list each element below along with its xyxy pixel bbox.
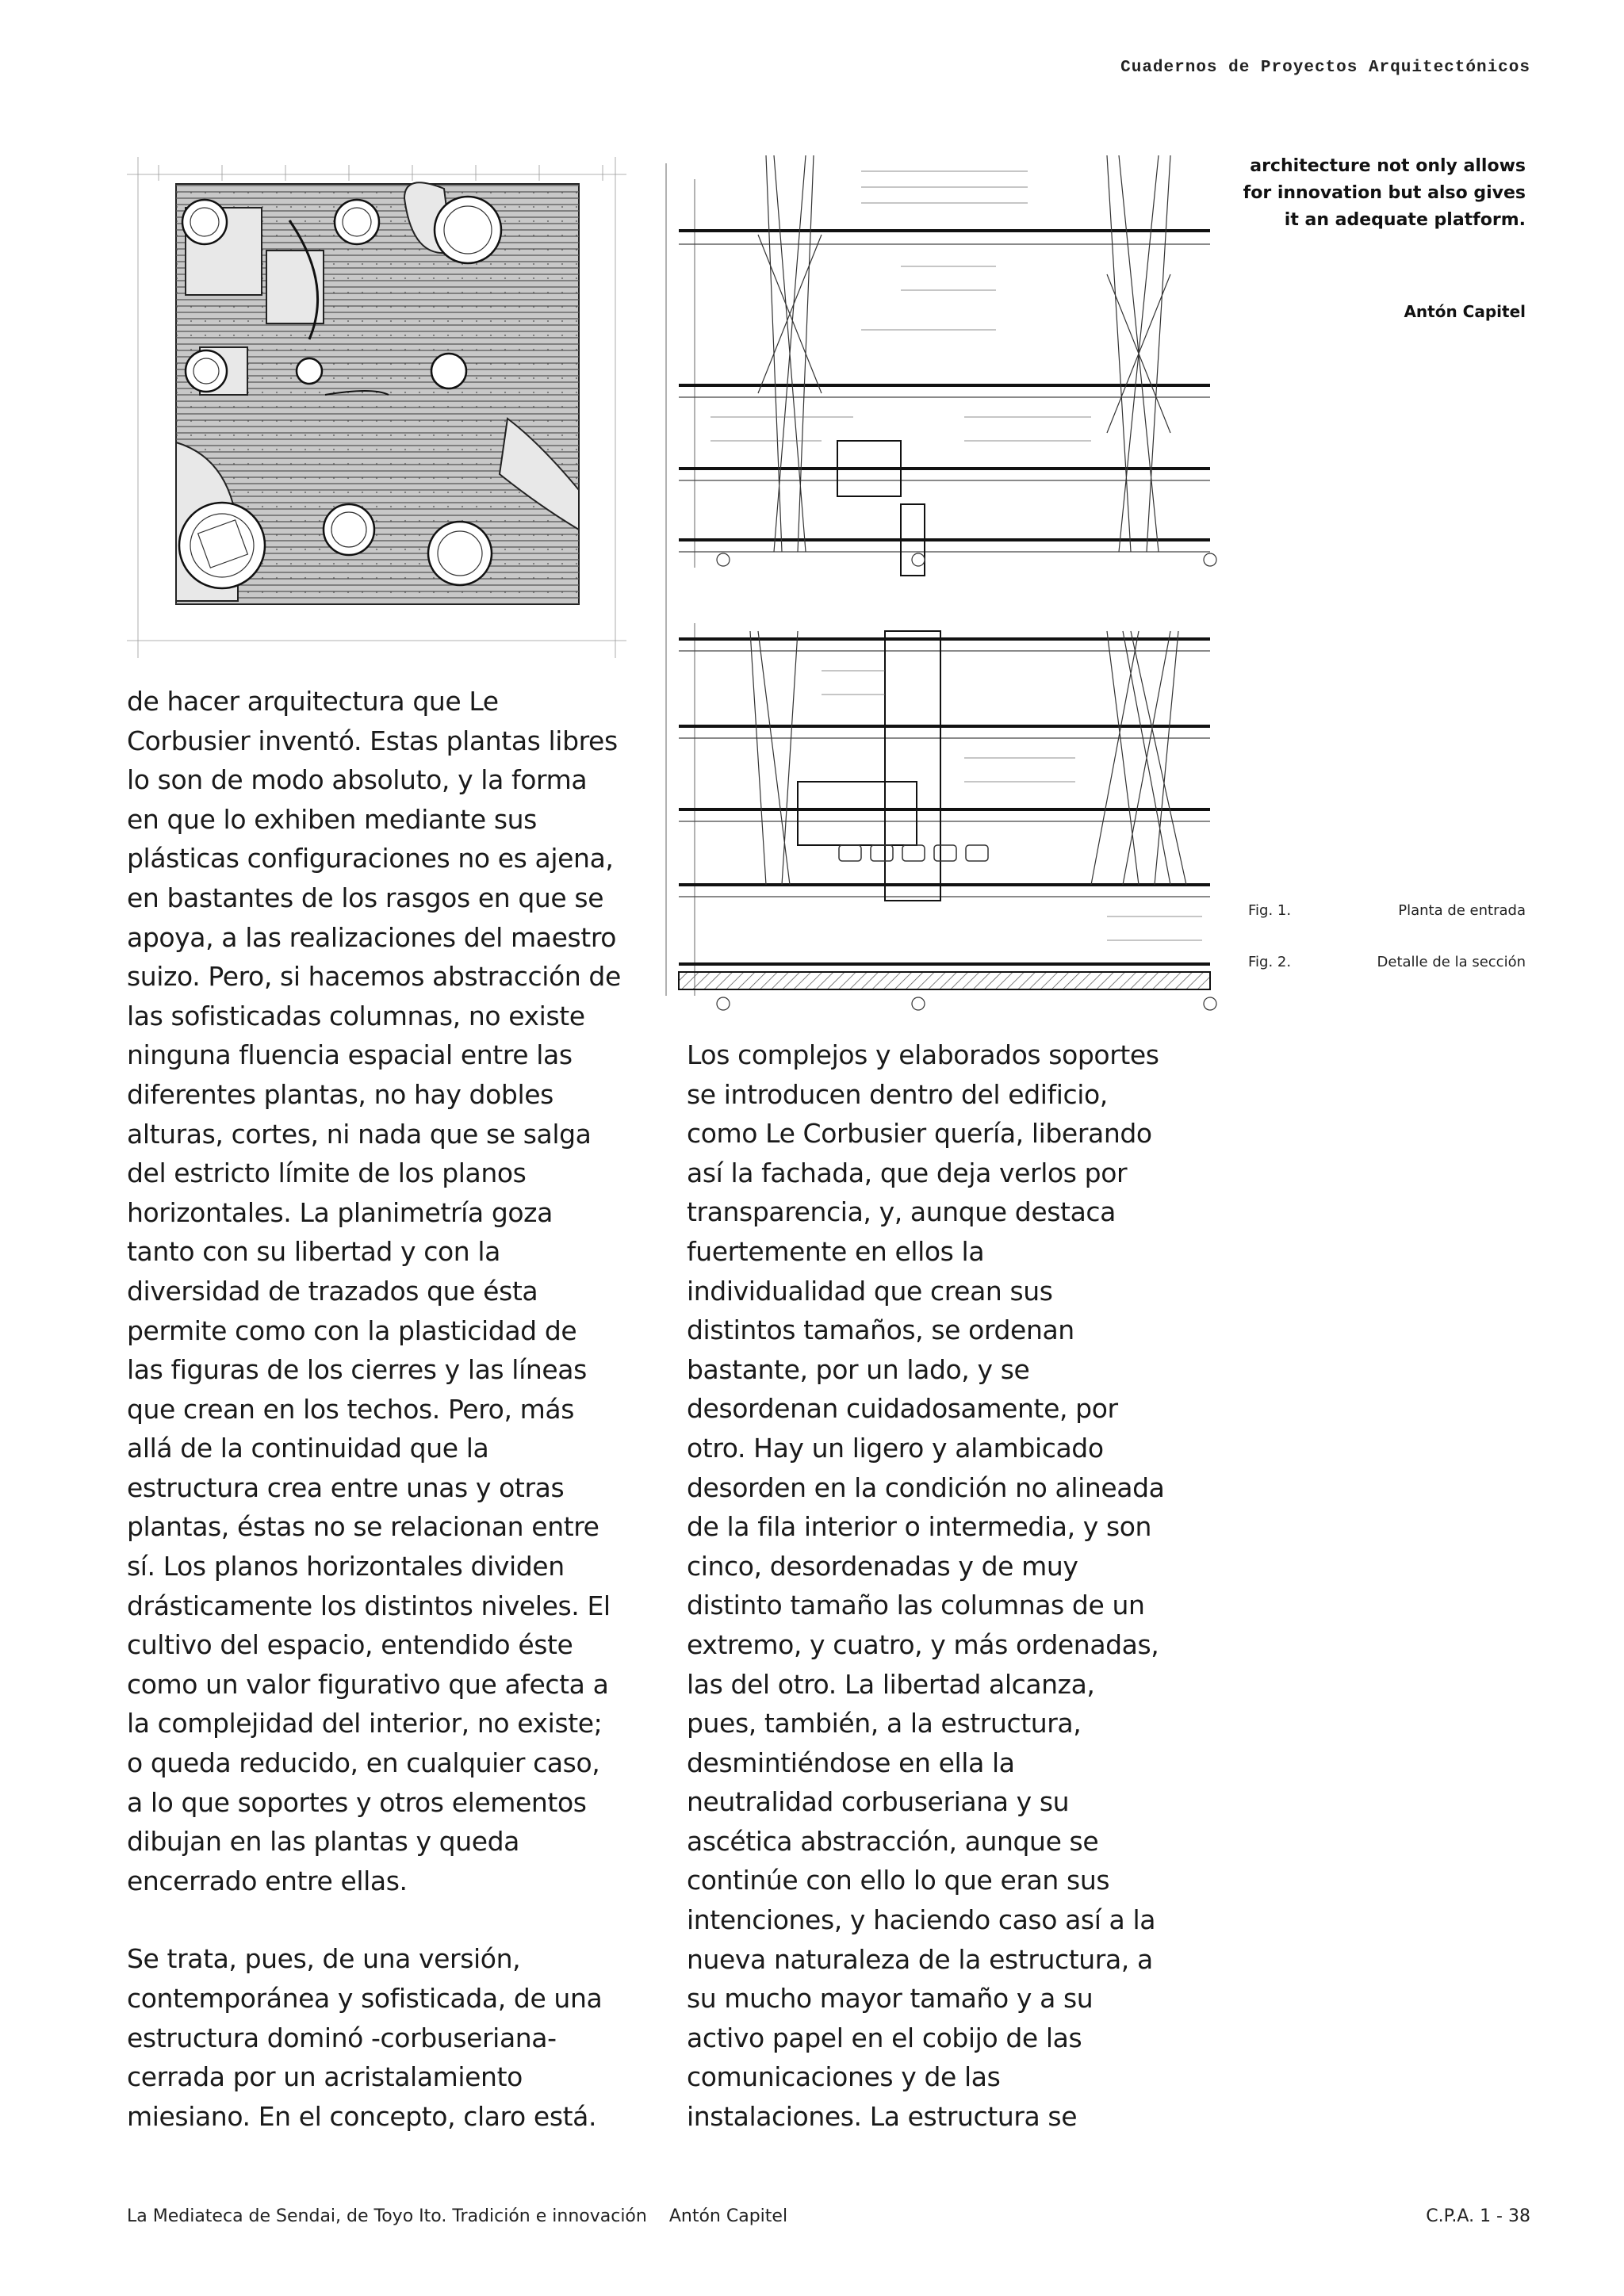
text-line: intenciones, y haciendo caso así a la [687, 1904, 1156, 1936]
text-line: desmintiéndose en ella la [687, 1747, 1015, 1778]
text-line: cinco, desordenadas y de muy [687, 1550, 1078, 1582]
text-line: comunicaciones y de las [687, 2061, 1001, 2093]
paragraph [127, 1939, 642, 2136]
pull-quote-author: Antón Capitel [1404, 302, 1526, 321]
pull-quote [1237, 153, 1526, 234]
text-line: instalaciones. La estructura se [687, 2101, 1078, 2133]
journal-title: Cuadernos de Proyectos Arquitectónicos [1120, 59, 1530, 77]
text-line: allá de la continuidad que la [127, 1433, 489, 1464]
caption-text: Detalle de la sección [1377, 954, 1526, 970]
text-line: a lo que soportes y otros elementos [127, 1786, 587, 1818]
text-line: desordenan cuidadosamente, por [687, 1393, 1118, 1425]
text-line: la complejidad del interior, no existe; [127, 1708, 603, 1739]
text-line: desorden en la condición no alineada [687, 1471, 1165, 1503]
footer-author: Antón Capitel [668, 2206, 788, 2226]
text-line: en bastantes de los rasgos en que se [127, 882, 604, 913]
text-line: diferentes plantas, no hay dobles [127, 1078, 553, 1110]
text-line: contemporánea y sofisticada, de una [127, 1983, 603, 2014]
text-line: extremo, y cuatro, y más ordenadas, [687, 1628, 1159, 1660]
text-line: así la fachada, que deja verlos por [687, 1157, 1128, 1188]
paragraph [687, 1035, 1202, 2137]
text-line: horizontales. La planimetría goza [127, 1196, 553, 1228]
text-line: las del otro. La libertad alcanza, [687, 1668, 1095, 1700]
text-line: de la fila interior o intermedia, y son [687, 1511, 1152, 1543]
floor-plan-figure [127, 157, 626, 658]
text-line: dibujan en las plantas y queda [127, 1826, 520, 1858]
caption-number: Fig. 1. [1248, 902, 1292, 919]
text-line: distintos tamaños, se ordenan [687, 1314, 1074, 1346]
text-line: fuertemente en ellos la [687, 1235, 985, 1267]
text-line: alturas, cortes, ni nada que se salga [127, 1118, 592, 1150]
text-line: drásticamente los distintos niveles. El [127, 1590, 611, 1621]
text-line: suizo. Pero, si hacemos abstracción de [127, 961, 621, 993]
text-line: diversidad de trazados que ésta [127, 1275, 538, 1307]
section-detail-drawing [663, 155, 1223, 1016]
text-line: pues, también, a la estructura, [687, 1708, 1082, 1739]
pull-quote-line: for innovation but also gives [1243, 183, 1526, 203]
floor-plan-drawing [127, 157, 626, 658]
text-line: cerrada por un acristalamiento [127, 2061, 523, 2093]
paragraph [127, 682, 642, 1900]
text-line: tanto con su libertad y con la [127, 1236, 500, 1268]
text-line: plásticas configuraciones no es ajena, [127, 843, 614, 874]
text-line: del estricto límite de los planos [127, 1158, 527, 1189]
text-line: transparencia, y, aunque destaca [687, 1196, 1116, 1228]
text-line: ascética abstracción, aunque se [687, 1825, 1099, 1857]
text-line: como un valor figurativo que afecta a [127, 1668, 609, 1700]
figure-caption-2 [1248, 954, 1526, 978]
pull-quote-line: architecture not only allows [1250, 156, 1526, 176]
text-line: de hacer arquitectura que Le [127, 686, 499, 717]
text-line: permite como con la plasticidad de [127, 1314, 577, 1346]
caption-number: Fig. 2. [1248, 954, 1292, 970]
text-line: lo son de modo absoluto, y la forma [127, 764, 588, 796]
text-line: Corbusier inventó. Estas plantas libres [127, 725, 618, 756]
text-line: encerrado entre ellas. [127, 1865, 408, 1896]
body-text-left-column [127, 682, 642, 2175]
text-line: las sofisticadas columnas, no existe [127, 1000, 585, 1031]
text-line: miesiano. En el concepto, claro está. [127, 2100, 597, 2132]
footer-page-ref: C.P.A. 1 - 38 [1426, 2206, 1530, 2226]
footer-article-info [127, 2206, 787, 2226]
text-line: como Le Corbusier quería, liberando [687, 1118, 1152, 1150]
text-line: neutralidad corbuseriana y su [687, 1786, 1070, 1818]
text-line: activo papel en el cobijo de las [687, 2022, 1082, 2053]
figure-caption-1 [1248, 902, 1526, 926]
pull-quote-line: it an adequate platform. [1284, 210, 1526, 230]
text-line: ninguna fluencia espacial entre las [127, 1039, 573, 1071]
text-line: se introducen dentro del edificio, [687, 1078, 1108, 1110]
text-line: las figuras de los cierres y las líneas [127, 1354, 587, 1386]
text-line: Los complejos y elaborados soportes [687, 1039, 1159, 1070]
text-line: apoya, a las realizaciones del maestro [127, 921, 617, 953]
text-line: que crean en los techos. Pero, más [127, 1393, 574, 1425]
text-line: en que lo exhiben mediante sus [127, 803, 537, 835]
text-line: bastante, por un lado, y se [687, 1353, 1030, 1385]
text-line: cultivo del espacio, entendido éste [127, 1629, 573, 1661]
text-line: plantas, éstas no se relacionan entre [127, 1511, 599, 1543]
section-detail-figure [663, 155, 1223, 1016]
text-line: otro. Hay un ligero y alambicado [687, 1432, 1104, 1464]
text-line: estructura crea entre unas y otras [127, 1471, 565, 1503]
text-line: Se trata, pues, de una versión, [127, 1943, 521, 1975]
text-line: sí. Los planos horizontales dividen [127, 1551, 565, 1582]
text-line: su mucho mayor tamaño y a su [687, 1983, 1094, 2015]
body-text-right-column [687, 1035, 1202, 2137]
text-line: distinto tamaño las columnas de un [687, 1590, 1145, 1621]
text-line: individualidad que crean sus [687, 1275, 1053, 1307]
text-line: nueva naturaleza de la estructura, a [687, 1943, 1153, 1975]
text-line: continúe con ello lo que eran sus [687, 1865, 1110, 1896]
caption-text: Planta de entrada [1398, 902, 1526, 919]
text-line: estructura dominó -corbuseriana- [127, 2022, 557, 2053]
footer-article-title: La Mediateca de Sendai, de Toyo Ito. Tradición e innovación [127, 2206, 647, 2226]
text-line: o queda reducido, en cualquier caso, [127, 1747, 600, 1779]
